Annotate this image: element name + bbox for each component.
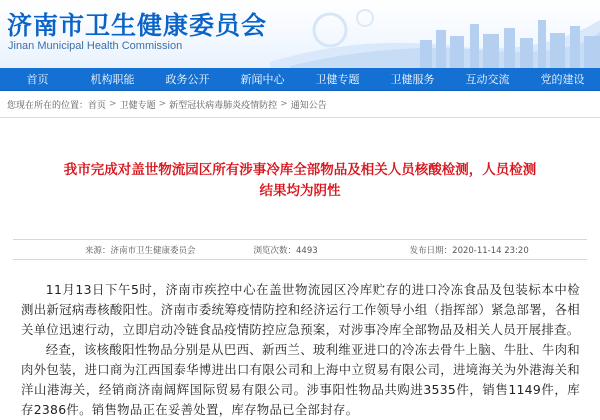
article-title: 我市完成对盖世物流园区所有涉事冷库全部物品及相关人员核酸检测，人员检测结果均为阴性 (63, 162, 537, 199)
breadcrumb-item-notices[interactable]: 通知公告 (290, 100, 327, 111)
breadcrumb-item-home[interactable]: 首页 (88, 100, 107, 111)
article-body (0, 260, 600, 420)
article-meta (13, 239, 587, 260)
article-date: 发布日期：2020-11-14 23:20 (409, 245, 529, 256)
header-decoration (270, 0, 600, 68)
breadcrumb-item-covid[interactable]: 新型冠状病毒肺炎疫情防控 (169, 100, 278, 111)
nav-item-home[interactable]: 首页 (26, 73, 49, 86)
article-source: 来源：济南市卫生健康委员会 (85, 245, 196, 256)
breadcrumb-separator: > (158, 99, 167, 109)
main-nav (0, 68, 600, 91)
breadcrumb-item-topics[interactable]: 卫健专题 (119, 100, 156, 111)
article-paragraph: 11月13日下午5时，济南市疾控中心在盖世物流园区冷库贮存的进口冷冻食品及包装标本中检测出新冠病毒核酸阳性。济南市委统筹疫情防控和经济运行工作领导小组（指挥部）紧急部署，各相关单位迅速行动，立即启动冷链食品疫情防控应急预案，对涉事冷库全部物品及相关人员开展排查。 (21, 282, 580, 337)
article-title-area (0, 118, 600, 222)
nav-item-news[interactable]: 新闻中心 (240, 73, 285, 86)
nav-item-services[interactable]: 卫健服务 (390, 73, 435, 86)
nav-item-party[interactable]: 党的建设 (540, 73, 585, 86)
breadcrumb-separator: > (280, 99, 288, 109)
breadcrumb (0, 91, 600, 118)
site-subtitle: Jinan Municipal Health Commission (8, 40, 183, 52)
site-title[interactable]: 济南市卫生健康委员会 (7, 11, 268, 40)
article-views: 浏览次数：4493 (253, 245, 318, 256)
nav-item-functions[interactable]: 机构职能 (90, 73, 135, 86)
site-header (0, 0, 600, 68)
nav-item-topics[interactable]: 卫健专题 (315, 73, 360, 86)
nav-item-interaction[interactable]: 互动交流 (465, 73, 510, 86)
article-paragraph: 经查，该核酸阳性物品分别是从巴西、新西兰、玻利维亚进口的冷冻去骨牛上脑、牛肚、牛肉和肉外包装，进口商为江西国泰华博进出口有限公司和上海中立贸易有限公司，进境海关为外港海关和洋山港海关，经销商济南阔辉国际贸易有限公司。涉事阳性物品共购进3535件，销售1149件，库存2386件。销售物品正在妥善处置，库存物品已全部封存。 (21, 342, 580, 417)
breadcrumb-separator: > (109, 99, 117, 109)
breadcrumb-prefix: 您现在所在的位置： (7, 100, 89, 111)
nav-item-gov-affairs[interactable]: 政务公开 (165, 73, 210, 86)
